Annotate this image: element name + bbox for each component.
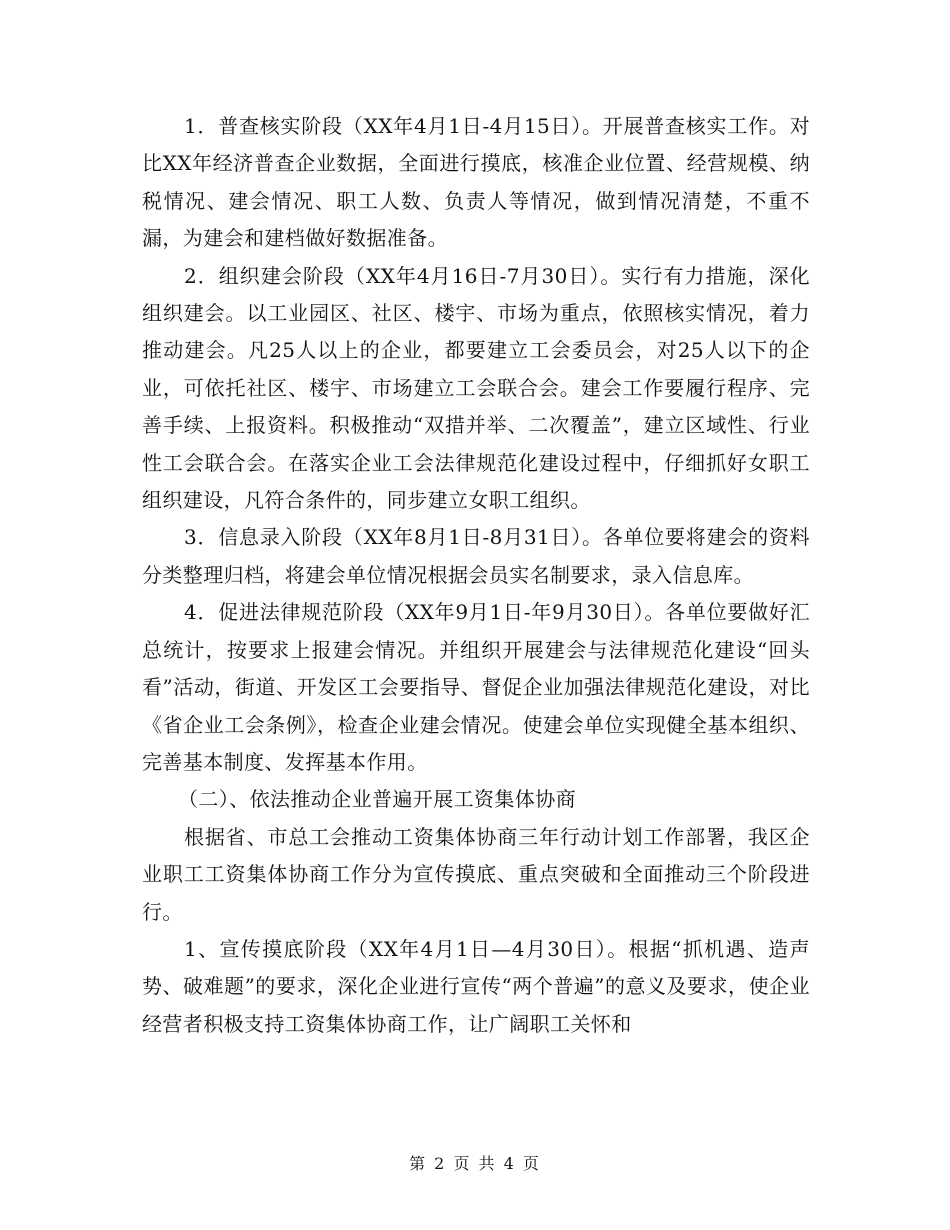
document-body (142, 108, 810, 1043)
paragraph-information-entry: 3．信息录入阶段（XX年8月1日-8月31日）。各单位要将建会的资料分类整理归档，将建会单位情况根据会员实名制要求，录入信息库。 (142, 525, 810, 587)
paragraph-census-verification: 1．普查核实阶段（XX年4月1日-4月15日）。开展普查核实工作。对比XX年经济普查企业数据，全面进行摸底，核准企业位置、经营规模、纳税情况、建会情况、职工人数、负责人等情况，做到情况清楚，不重不漏，为建会和建档做好数据准备。 (142, 114, 810, 251)
page-number-footer: 第 2 页 共 4 页 (409, 1154, 541, 1173)
paragraph-legal-standardization: 4．促进法律规范阶段（XX年9月1日-年9月30日）。各单位要做好汇总统计，按要求上报建会情况。并组织开展建会与法律规范化建设“回头看”活动，街道、开发区工会要指导、督促企业加强法律规范化建设，对比《省企业工会条例》，检查企业建会情况。使建会单位实现健全基本组织、完善基本制度、发挥基本作用。 (142, 600, 810, 774)
paragraph-wage-negotiation-plan: 根据省、市总工会推动工资集体协商三年行动计划工作部署，我区企业职工工资集体协商工作分为宣传摸底、重点突破和全面推动三个阶段进行。 (142, 824, 810, 924)
section-heading-wage-negotiation: （二）、依法推动企业普遍开展工资集体协商 (178, 787, 576, 812)
paragraph-publicity-survey: 1、宣传摸底阶段（XX年4月1日—4月30日）。根据“抓机遇、造声势、破难题”的要求，深化企业进行宣传“两个普遍”的意义及要求，使企业经营者积极支持工资集体协商工作，让广阔职工关怀和 (142, 936, 810, 1036)
paragraph-organize-union: 2．组织建会阶段（XX年4月16日-7月30日）。实行有力措施，深化组织建会。以工业园区、社区、楼宇、市场为重点，依照核实情况，着力推动建会。凡25人以上的企业，都要建立工会委员会，对25人以下的企业，可依托社区、楼宇、市场建立工会联合会。建会工作要履行程序、完善手续、上报资料。积极推动“双措并举、二次覆盖”，建立区域性、行业性工会联合会。在落实企业工会法律规范化建设过程中，仔细抓好女职工组织建设，凡符合条件的，同步建立女职工组织。 (142, 263, 810, 513)
